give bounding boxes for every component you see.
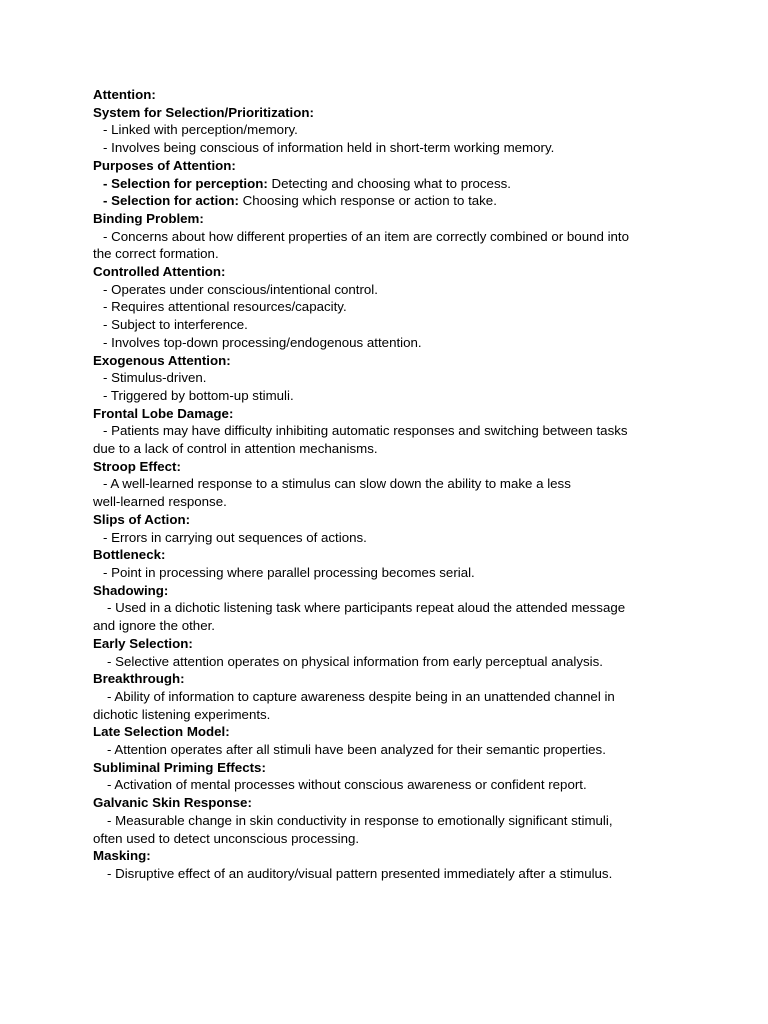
section-line: - Point in processing where parallel processing becomes serial.	[103, 564, 475, 580]
section-line: - Concerns about how different properties of an item are correctly combined or bound into	[103, 228, 630, 244]
section-heading: System for Selection/Prioritization:	[93, 104, 314, 120]
section-heading: Stroop Effect:	[93, 458, 181, 474]
section-heading: Early Selection:	[93, 635, 193, 651]
item-label: - Selection for action:	[103, 193, 239, 209]
item-text: Detecting and choosing what to process.	[267, 175, 511, 191]
section-line: - Patients may have difficulty inhibiting automatic responses and switching between tasks	[103, 423, 628, 439]
section-line: - Triggered by bottom-up stimuli.	[103, 387, 294, 403]
section-line: - Stimulus-driven.	[103, 370, 207, 386]
section-heading: Frontal Lobe Damage:	[93, 405, 234, 421]
section-line	[93, 192, 673, 210]
section-line: - Errors in carrying out sequences of actions.	[103, 529, 367, 545]
section-heading: Late Selection Model:	[93, 724, 230, 740]
section-line: and ignore the other.	[93, 618, 215, 634]
section-line: - Disruptive effect of an auditory/visual pattern presented immediately after a stimulus.	[107, 865, 613, 881]
section-heading: Exogenous Attention:	[93, 352, 231, 368]
section-line: - Involves top-down processing/endogenous attention.	[103, 334, 422, 350]
section-line: - Used in a dichotic listening task where participants repeat aloud the attended message	[107, 600, 626, 616]
section-heading: Bottleneck:	[93, 547, 166, 563]
section-line: - Selective attention operates on physical information from early perceptual analysis.	[107, 653, 603, 669]
section-line: - Ability of information to capture awareness despite being in an unattended channel in	[107, 688, 615, 704]
section-line: dichotic listening experiments.	[93, 706, 271, 722]
section-heading: Binding Problem:	[93, 210, 204, 226]
item-text: Choosing which response or action to take.	[238, 193, 497, 209]
section-line: the correct formation.	[93, 246, 219, 262]
section-line: due to a lack of control in attention mechanisms.	[93, 441, 378, 457]
section-heading: Controlled Attention:	[93, 264, 226, 280]
section-line: - Activation of mental processes without conscious awareness or confident report.	[107, 777, 587, 793]
section-heading: Masking:	[93, 848, 151, 864]
section-line: - Linked with perception/memory.	[103, 122, 298, 138]
section-line: - A well-learned response to a stimulus can slow down the ability to make a less	[103, 476, 571, 492]
section-heading: Purposes of Attention:	[93, 157, 236, 173]
section-line: - Attention operates after all stimuli have been analyzed for their semantic properties.	[107, 742, 606, 758]
section-line: - Involves being conscious of information held in short-term working memory.	[103, 140, 555, 156]
section-line: - Subject to interference.	[103, 317, 248, 333]
document-page	[93, 86, 673, 883]
section-heading: Shadowing:	[93, 582, 169, 598]
section-heading: Breakthrough:	[93, 671, 185, 687]
section-line: often used to detect unconscious processing.	[93, 830, 360, 846]
section-heading: Subliminal Priming Effects:	[93, 759, 266, 775]
section-heading: Galvanic Skin Response:	[93, 795, 252, 811]
section-line: well-learned response.	[93, 494, 227, 510]
section-line: - Operates under conscious/intentional control.	[103, 281, 378, 297]
section-line	[93, 175, 673, 193]
section-line: - Measurable change in skin conductivity in response to emotionally significant stimuli,	[107, 812, 613, 828]
document-title: Attention:	[93, 87, 156, 102]
section-line: - Requires attentional resources/capacity.	[103, 299, 347, 315]
section-heading: Slips of Action:	[93, 511, 191, 527]
item-label: - Selection for perception:	[103, 175, 268, 191]
